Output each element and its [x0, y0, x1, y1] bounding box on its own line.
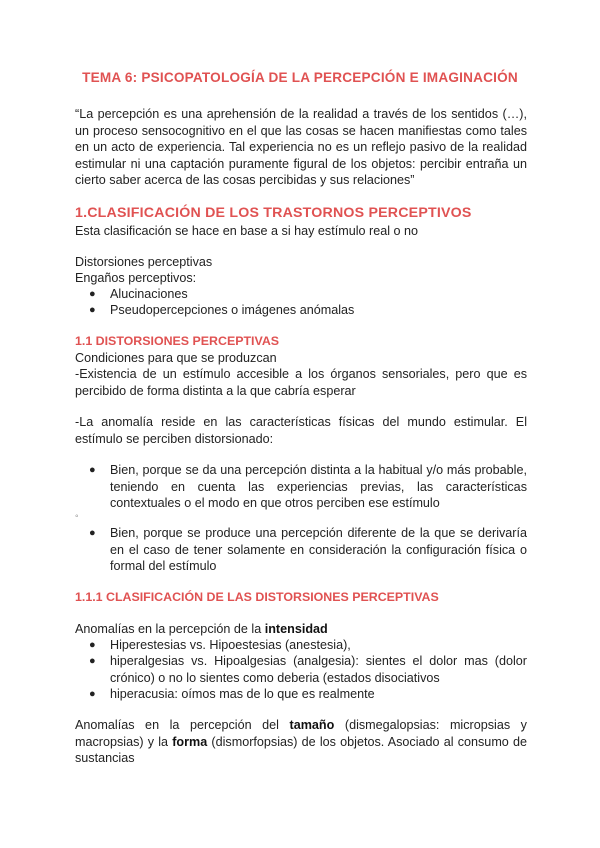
item-distorsiones: Distorsiones perceptivas — [75, 255, 213, 269]
list-item: Alucinaciones — [110, 287, 188, 301]
list-item: Bien, porque se da una percepción distinta a la habitual y/o más probable, teniendo en cuenta las experiencias previas, las características contextuales o el modo en que otros perciben ese estímulo — [110, 463, 527, 510]
size-bold: tamaño — [289, 718, 335, 732]
intensity-bold: intensidad — [264, 622, 328, 636]
form-bold: forma — [172, 734, 208, 749]
list-item: hiperacusia: oímos mas de lo que es realmente — [110, 687, 375, 701]
intensity-intro — [75, 621, 328, 638]
size-form-paragraph — [75, 717, 527, 767]
size-prefix: Anomalías en la percepción del — [75, 718, 290, 732]
bullet-dot: ● — [89, 288, 96, 300]
section-1-heading: 1.CLASIFICACIÓN DE LOS TRASTORNOS PERCEPTIVOS — [75, 205, 472, 221]
opening-quote: “La percepción es una aprehensión de la realidad a través de los sentidos (…), un proceso sensocognitivo en el que las cosas se hacen manifiestas como tales en un acto de experiencia. Tal experiencia no es un reflejo pasivo de la realidad estimular ni una captación puramente figural de los objetos: percibir entraña un cierto saber acerca de las cosas percibidas y sus relaciones” — [75, 107, 527, 187]
section-1-intro: Esta clasificación se hace en base a si hay estímulo real o no — [75, 224, 419, 238]
document-title: TEMA 6: PSICOPATOLOGÍA DE LA PERCEPCIÓN E IMAGINACIÓN — [82, 70, 518, 85]
section-1-1-heading: 1.1 DISTORSIONES PERCEPTIVAS — [75, 334, 280, 348]
bullet-dot: ● — [89, 527, 96, 539]
item-enganos: Engaños perceptivos: — [75, 271, 197, 285]
list-item: Hiperestesias vs. Hipoestesias (anestesia), — [110, 638, 351, 652]
bullet-dot: ● — [89, 655, 96, 667]
intensity-prefix: Anomalías en la percepción de la — [75, 622, 265, 636]
bullet-dot: ● — [89, 639, 96, 651]
list-item: Bien, porque se produce una percepción diferente de la que se derivaría en el caso de tener solamente en consideración la configuración física o formal del estímulo — [110, 526, 527, 573]
bullet-dot: ● — [89, 464, 96, 476]
size-suffix: (dismorfopsias) de los objetos. Asociado al consumo de sustancias — [75, 734, 527, 765]
size-mid: (dismegalopsias: micropsias y macropsias) y la — [75, 718, 527, 749]
condition-1: -Existencia de un estímulo accesible a los órganos sensoriales, pero que es percibido de forma distinta a la que cabría esperar — [75, 367, 527, 398]
list-item: hiperalgesias vs. Hipoalgesias (analgesia): sientes el dolor mas (dolor crónico) o no lo sientes como deberia (estados disociativos — [110, 654, 527, 685]
list-item: Pseudopercepciones o imágenes anómalas — [110, 303, 355, 317]
condition-2: -La anomalía reside en las características físicas del mundo estimular. El estímulo se perciben distorsionado: — [75, 415, 527, 446]
stray-bullet-mark: ◦ — [75, 511, 79, 522]
conditions-label: Condiciones para que se produzcan — [75, 351, 277, 365]
section-1-1-1-heading: 1.1.1 CLASIFICACIÓN DE LAS DISTORSIONES PERCEPTIVAS — [75, 590, 439, 604]
bullet-dot: ● — [89, 688, 96, 700]
bullet-dot: ● — [89, 304, 96, 316]
